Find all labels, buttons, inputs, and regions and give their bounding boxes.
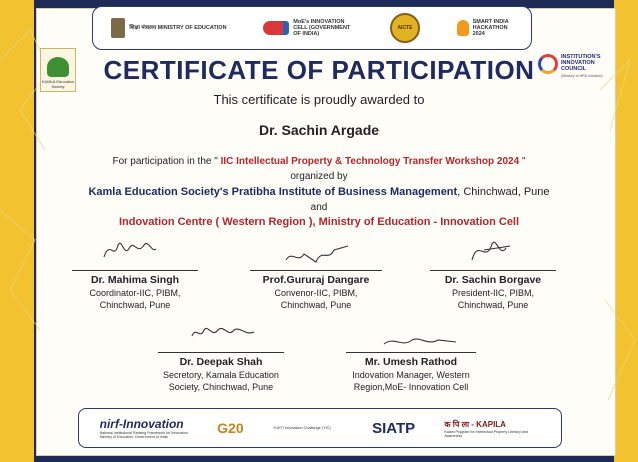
- ministry-of-education-logo: शिक्षा मंत्रालय MINISTRY OF EDUCATION: [111, 18, 226, 38]
- innovation-cell-logo: MoE's INNOVATION CELL (GOVERNMENT OF INDIA): [263, 19, 353, 37]
- aicte-seal-icon: AICTE: [390, 13, 420, 43]
- awardee-name: Dr. Sachin Argade: [258, 122, 380, 138]
- certificate-subtitle: This certificate is proudly awarded to: [213, 92, 425, 107]
- signatory-deepak-shah: Dr. Deepak Shah Secretory, Kamala Education Society, Chinchwad, Pune: [158, 352, 284, 393]
- signature-deepak-shah: [188, 322, 258, 344]
- co-organizer: Indovation Centre ( Western Region ), Ministry of Education - Innovation Cell: [118, 216, 520, 228]
- participation-line: For participation in the " IIC Intellectual Property & Technology Transfer Workshop 2024 ": [112, 156, 526, 167]
- iic-logo: INSTITUTION'S INNOVATION COUNCIL (Ministry of HRD Initiative): [538, 54, 619, 79]
- signatory-gururaj-dangare: Prof.Gururaj Dangare Convenor-IIC, PIBM, Chinchwad, Pune: [250, 270, 382, 311]
- organizer: Kamla Education Society's Pratibha Institute of Business Management, Chinchwad, Pune: [88, 186, 550, 198]
- signatory-sachin-borgave: Dr. Sachin Borgave President-IIC, PIBM, Chinchwad, Pune: [430, 270, 556, 311]
- and-text: and: [310, 202, 328, 213]
- signatory-mahima-singh: Dr. Mahima Singh Coordinator-IIC, PIBM, Chinchwad, Pune: [72, 270, 198, 311]
- smart-india-hackathon-logo: SMART INDIA HACKATHON 2024: [457, 19, 513, 37]
- signature-sachin-borgave: [466, 234, 516, 266]
- national-emblem-icon: [111, 18, 125, 38]
- header-logo-bar: [92, 6, 532, 50]
- kapila-logo: क पि ला - KAPILA Kalam Program for Intellectual Property Literacy and Awareness: [444, 419, 528, 438]
- brain-icon: [263, 21, 283, 35]
- footer-logo-bar: [78, 408, 562, 448]
- yukti-logo: YUKTI Innovation Challenge (YIC): [272, 425, 331, 430]
- organized-by: organized by: [290, 171, 348, 182]
- event-name: IIC Intellectual Property & Technology Transfer Workshop 2024: [220, 156, 520, 167]
- signature-gururaj-dangare: [282, 240, 352, 270]
- signature-mahima-singh: [100, 235, 160, 265]
- g20-logo: G20: [217, 420, 244, 436]
- signatory-umesh-rathod: Mr. Umesh Rathod Indovation Manager, Western Region,MoE- Innovation Cell: [346, 352, 476, 393]
- aicte-logo: [390, 13, 420, 43]
- kamla-education-society-logo: KAMLA Education Society: [40, 48, 76, 92]
- siatp-logo: SIATP: [372, 419, 416, 437]
- signature-umesh-rathod: [380, 334, 460, 350]
- lightbulb-icon: [457, 20, 469, 36]
- nirf-innovation-logo: nirf-Innovation National Institutional Ranking Framework for Innovation Ministry of Education, Government of India: [99, 416, 188, 439]
- certificate-title: CERTIFICATE OF PARTICIPATION: [103, 55, 535, 85]
